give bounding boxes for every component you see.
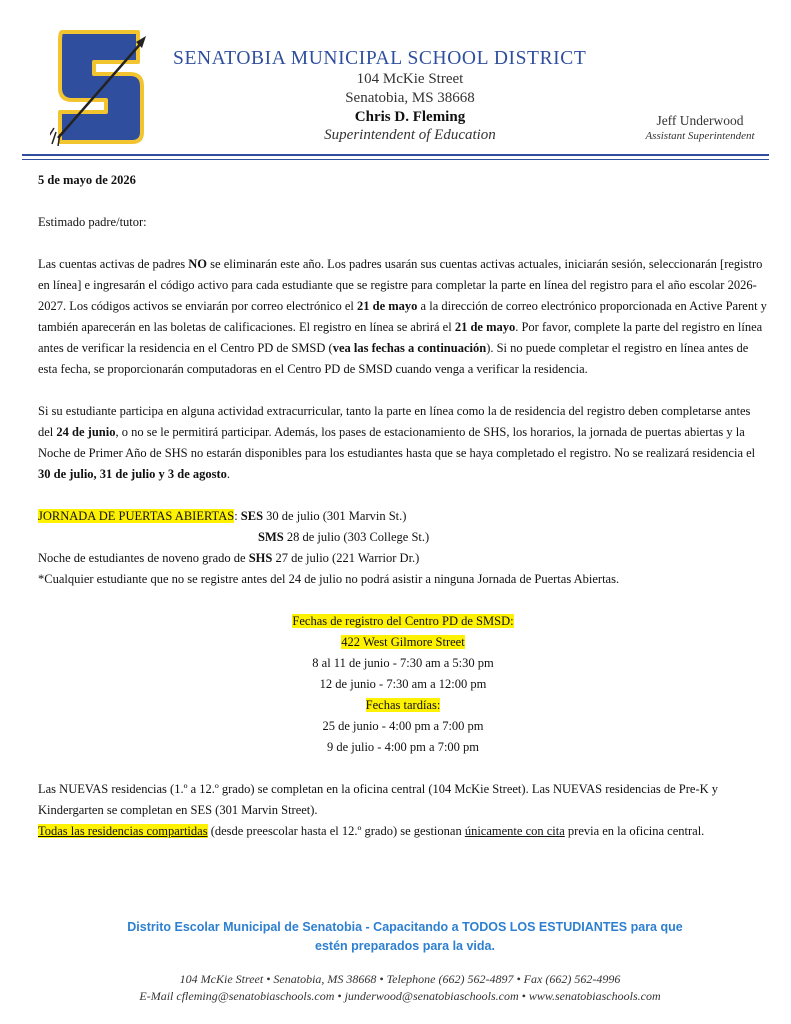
assistant-title: Assistant Superintendent xyxy=(645,130,755,142)
district-street: 104 McKie Street xyxy=(356,71,464,87)
paragraph-extracurricular: Si su estudiante participa en alguna actividad extracurricular, tanto la parte en línea como la de residencia del registro deben completarse antes del 24 de junio, o no se le permitirá participar. Además, los pases de estacionamiento de SHS, los horarios, la jornada de puertas abiertas y la Noche de Primer Año de SHS no estarán disponibles para los estudiantes hasta que se haya completado el registro. No se realizará residencia el 30 de julio, 31 de julio y 3 de agosto. xyxy=(38,404,756,481)
pd-center-heading: Fechas de registro del Centro PD de SMSD: xyxy=(292,614,514,628)
superintendent-name: Chris D. Fleming xyxy=(354,109,466,125)
footer-contact xyxy=(60,971,740,1005)
letter-body xyxy=(38,170,768,842)
pd-center-address: 422 West Gilmore Street xyxy=(341,635,465,649)
assistant-name: Jeff Underwood xyxy=(656,113,744,128)
assistant-block xyxy=(625,113,775,142)
open-house-shs: Noche de estudiantes de noveno grado de SHS 27 de julio (221 Warrior Dr.) xyxy=(38,551,420,565)
header-rule-thin xyxy=(22,159,769,160)
footer-address-line: 104 McKie Street • Senatobia, MS 38668 • Telephone (662) 562-4897 • Fax (662) 562-4996 xyxy=(179,972,621,986)
late-date-2: 9 de julio - 4:00 pm a 7:00 pm xyxy=(326,740,480,754)
district-logo xyxy=(50,28,150,146)
late-date-1: 25 de junio - 4:00 pm a 7:00 pm xyxy=(322,719,484,733)
open-house-note: *Cualquier estudiante que no se registre antes del 24 de julio no podrá asistir a ninguna Jornada de Puertas Abiertas. xyxy=(38,572,620,586)
pd-date-1: 8 al 11 de junio - 7:30 am a 5:30 pm xyxy=(312,656,494,670)
superintendent-title: Superintendent of Education xyxy=(324,127,496,143)
paragraph-shared-residencies: Todas las residencias compartidas (desde preescolar hasta el 12.º grado) se gestionan únicamente con cita previa en la oficina central. xyxy=(38,824,705,838)
letter-date: 5 de mayo de 2026 xyxy=(38,173,136,187)
paragraph-accounts: Las cuentas activas de padres NO se eliminarán este año. Los padres usarán sus cuentas activas actuales, iniciarán sesión, seleccionarán [registro en línea] e ingresarán el código activo para cada estudiante que se registre para completar la parte en línea del registro para el año escolar 2026-2027. Los códigos activos se enviarán por correo electrónico el 21 de mayo a la dirección de correo electrónico proporcionada en Active Parent y también aparecerán en las boletas de calificaciones. El registro en línea se abrirá el 21 de mayo. Por favor, complete la parte del registro en línea antes de verificar la residencia en el Centro PD de SMSD (vea las fechas a continuación). Si no puede completar el registro en línea antes de esta fecha, se proporcionarán computadoras en el Centro PD de SMSD cuando venga a verificar la residencia. xyxy=(38,257,767,376)
header-rule-thick xyxy=(22,154,769,156)
salutation: Estimado padre/tutor: xyxy=(38,215,147,229)
paragraph-new-residencies: Las NUEVAS residencias (1.º a 12.º grado) se completan en la oficina central (104 McKie Street). Las NUEVAS residencias de Pre-K y Kindergarten se completan en SES (301 Marvin Street). xyxy=(38,782,719,817)
open-house-label: JORNADA DE PUERTAS ABIERTAS xyxy=(38,509,235,523)
pd-date-2: 12 de junio - 7:30 am a 12:00 pm xyxy=(319,677,487,691)
footer-tagline: Distrito Escolar Municipal de Senatobia - Capacitando a TODOS LOS ESTUDIANTES para que estén preparados para la vida. xyxy=(127,920,683,953)
district-name: SENATOBIA MUNICIPAL SCHOOL DISTRICT xyxy=(173,48,587,69)
open-house-ses: JORNADA DE PUERTAS ABIERTAS: SES 30 de julio (301 Marvin St.) xyxy=(38,509,407,523)
footer-email-line: E-Mail cfleming@senatobiaschools.com • junderwood@senatobiaschools.com • www.senatobiaschools.com xyxy=(139,989,661,1003)
late-dates-heading: Fechas tardías: xyxy=(365,698,441,712)
district-city: Senatobia, MS 38668 xyxy=(345,90,475,106)
open-house-sms: SMS 28 de julio (303 College St.) xyxy=(258,530,430,544)
